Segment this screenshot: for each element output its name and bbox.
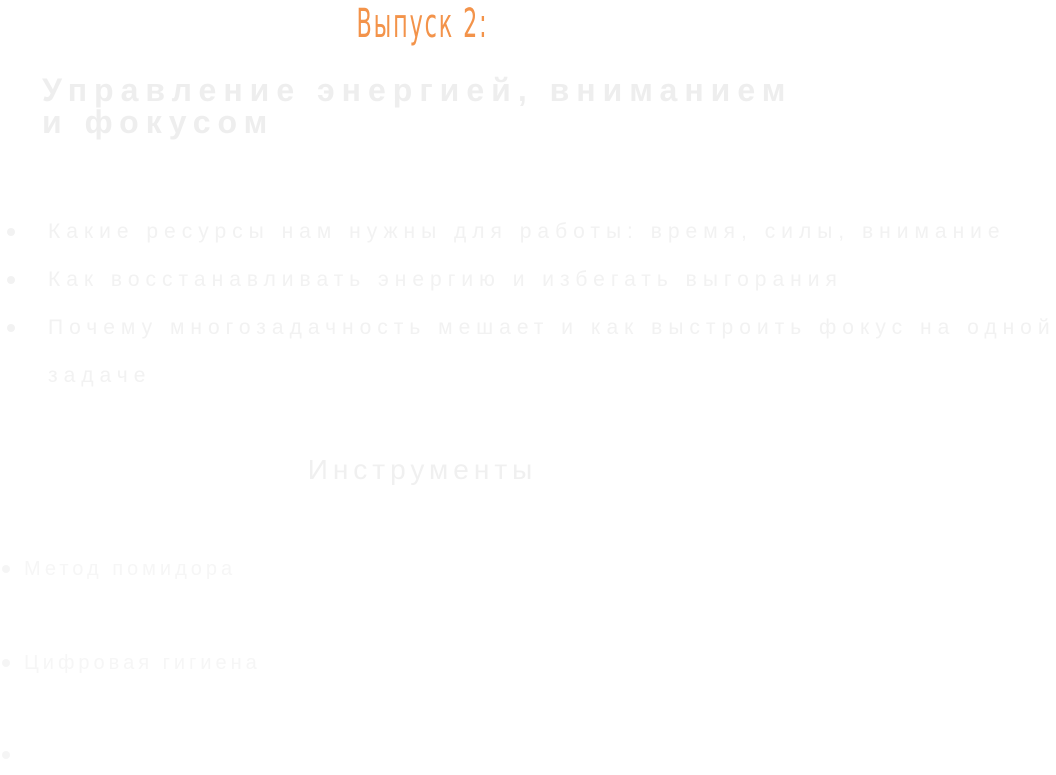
tools-list-text: Цифровая гигиена [24,652,261,674]
tools-list-item [0,643,845,683]
tools-list-text: Метод помидора [24,558,237,580]
topic-bullet-text: Как восстанавливать энергию и избегать выгорания [48,268,843,291]
bullet-icon [2,659,10,667]
bullet-icon [7,276,15,284]
topic-bullet-continuation [0,356,845,396]
tools-list-item [0,549,845,589]
section-heading: Инструменты [307,454,538,485]
topic-bullet-text: задаче [48,364,152,387]
issue-title: Выпуск 2: [356,1,489,47]
topic-bullet-text: Какие ресурсы нам нужны для работы: время, силы, внимание [48,220,1006,243]
tools-list-item [0,735,845,775]
topic-bullet-text: Почему многозадачность мешает и как выстроить фокус на одной [48,316,1056,339]
tools-list [0,545,845,775]
topic-bullet-list [0,208,1056,398]
bullet-icon [2,751,10,759]
bullet-icon [2,565,10,573]
issue-subtitle: Управление энергией, вниманием и фокусом [42,72,793,140]
topic-bullet-item [0,212,1006,252]
topic-bullet-item [0,308,1056,348]
topic-bullet-item [0,260,845,300]
bullet-icon [7,324,15,332]
bullet-icon [7,228,15,236]
